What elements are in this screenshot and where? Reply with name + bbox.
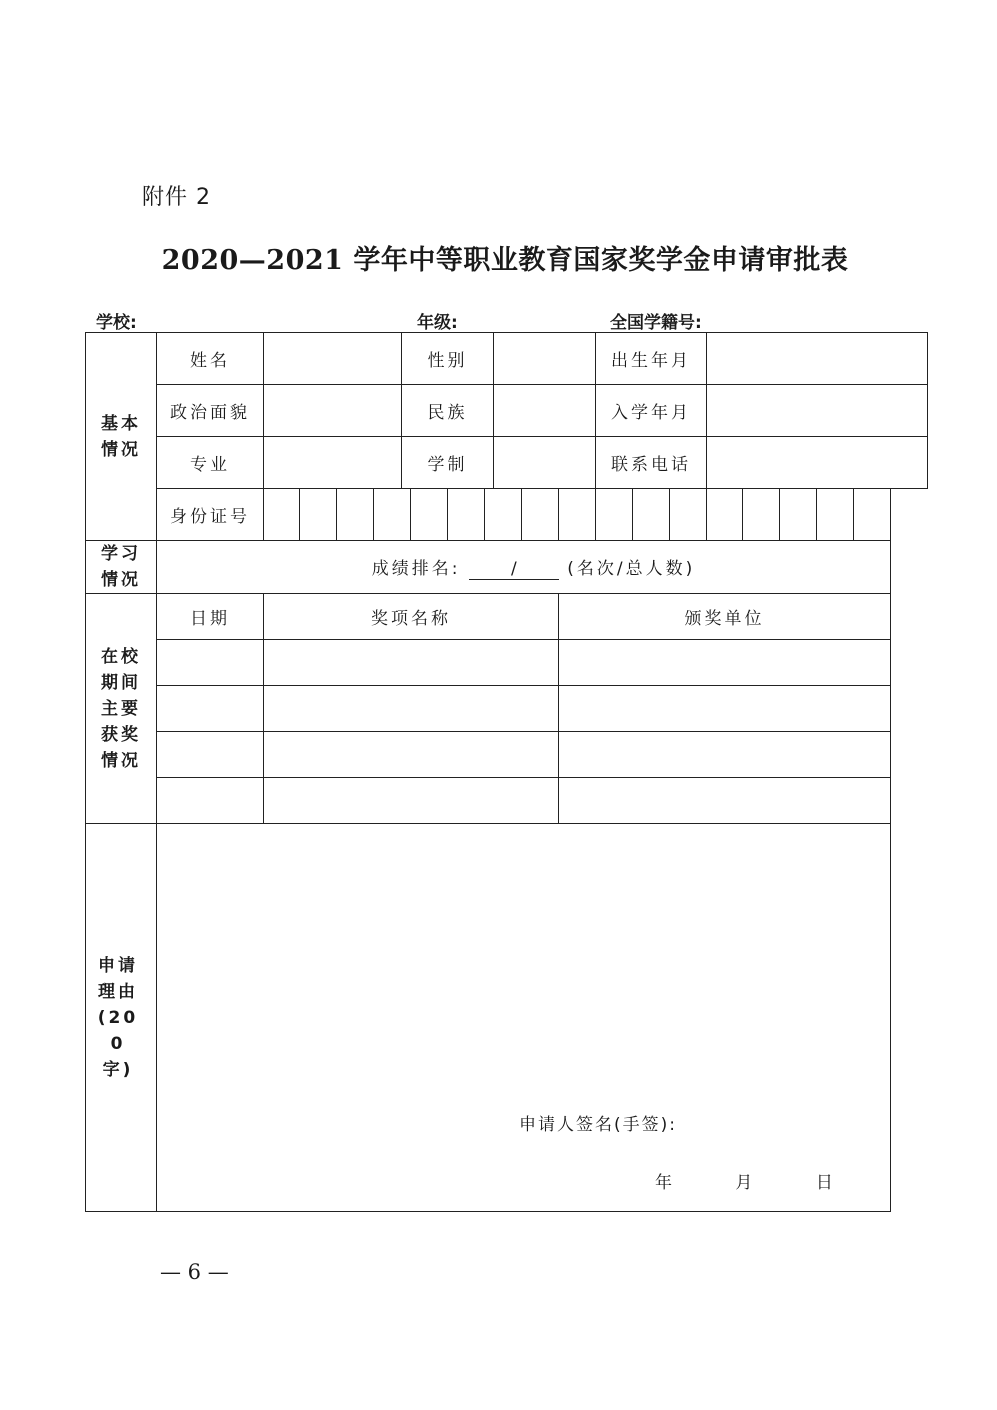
rank-note: (名次/总人数) [567, 559, 696, 579]
input-birth[interactable] [707, 333, 928, 385]
section-basic: 基本情况 [86, 333, 157, 541]
input-duration[interactable] [494, 437, 596, 489]
section-study: 学习情况 [86, 541, 157, 594]
id-digit-box[interactable] [707, 489, 743, 541]
input-phone[interactable] [707, 437, 928, 489]
id-digit-box[interactable] [780, 489, 817, 541]
rank-row [157, 541, 891, 594]
date-month: 月 [735, 1173, 756, 1193]
label-gender: 性别 [402, 333, 494, 385]
awards-cell-name[interactable] [264, 778, 559, 824]
awards-cell-date[interactable] [157, 686, 264, 732]
input-name[interactable] [264, 333, 402, 385]
input-politics[interactable] [264, 385, 402, 437]
label-enroll: 入学年月 [596, 385, 707, 437]
awards-cell-name[interactable] [264, 732, 559, 778]
label-id-number: 身份证号 [157, 489, 264, 541]
form-title: 2020—2021 学年中等职业教育国家奖学金申请审批表 [161, 245, 849, 276]
id-digit-box[interactable] [411, 489, 448, 541]
awards-cell-date[interactable] [157, 732, 264, 778]
signature-date [629, 1168, 862, 1193]
school-label: 学校: [96, 313, 137, 333]
label-politics: 政治面貌 [157, 385, 264, 437]
id-digit-box[interactable] [743, 489, 780, 541]
section-awards: 在校期间主要获奖情况 [86, 594, 157, 824]
id-digit-box[interactable] [633, 489, 670, 541]
awards-cell-name[interactable] [264, 640, 559, 686]
reason-input-area[interactable] [157, 824, 891, 1212]
awards-header-name: 奖项名称 [264, 594, 559, 640]
id-digit-box[interactable] [596, 489, 633, 541]
id-digit-box[interactable] [670, 489, 707, 541]
id-digit-box[interactable] [522, 489, 559, 541]
id-digit-box[interactable] [854, 489, 891, 541]
id-digit-box[interactable] [337, 489, 374, 541]
label-major: 专业 [157, 437, 264, 489]
awards-cell-name[interactable] [264, 686, 559, 732]
awards-cell-issuer[interactable] [559, 732, 891, 778]
application-form-table [85, 332, 928, 1212]
id-digit-box[interactable] [817, 489, 854, 541]
page-number: — 6 — [160, 1260, 229, 1284]
date-year: 年 [655, 1173, 675, 1193]
label-duration: 学制 [402, 437, 494, 489]
attachment-label: 附件 2 [142, 185, 211, 210]
id-digit-box[interactable] [374, 489, 411, 541]
date-day: 日 [815, 1173, 836, 1193]
label-name: 姓名 [157, 333, 264, 385]
awards-header-date: 日期 [157, 594, 264, 640]
awards-cell-date[interactable] [157, 640, 264, 686]
grade-label: 年级: [417, 313, 458, 333]
id-digit-box[interactable] [448, 489, 485, 541]
label-birth: 出生年月 [596, 333, 707, 385]
id-digit-box[interactable] [300, 489, 337, 541]
awards-cell-issuer[interactable] [559, 686, 891, 732]
label-ethnicity: 民族 [402, 385, 494, 437]
id-digit-box[interactable] [485, 489, 522, 541]
input-major[interactable] [264, 437, 402, 489]
awards-cell-issuer[interactable] [559, 778, 891, 824]
input-ethnicity[interactable] [494, 385, 596, 437]
signature-label: 申请人签名(手签): [519, 1115, 677, 1135]
student-id-label: 全国学籍号: [610, 313, 702, 333]
label-phone: 联系电话 [596, 437, 707, 489]
id-digit-box[interactable] [559, 489, 596, 541]
section-reason: 申请理由(200字) [86, 824, 157, 1212]
awards-cell-date[interactable] [157, 778, 264, 824]
input-enroll[interactable] [707, 385, 928, 437]
rank-blank[interactable]: / [469, 559, 559, 580]
awards-cell-issuer[interactable] [559, 640, 891, 686]
rank-label: 成绩排名: [371, 559, 461, 579]
awards-header-issuer: 颁奖单位 [559, 594, 891, 640]
input-gender[interactable] [494, 333, 596, 385]
id-digit-box[interactable] [264, 489, 300, 541]
